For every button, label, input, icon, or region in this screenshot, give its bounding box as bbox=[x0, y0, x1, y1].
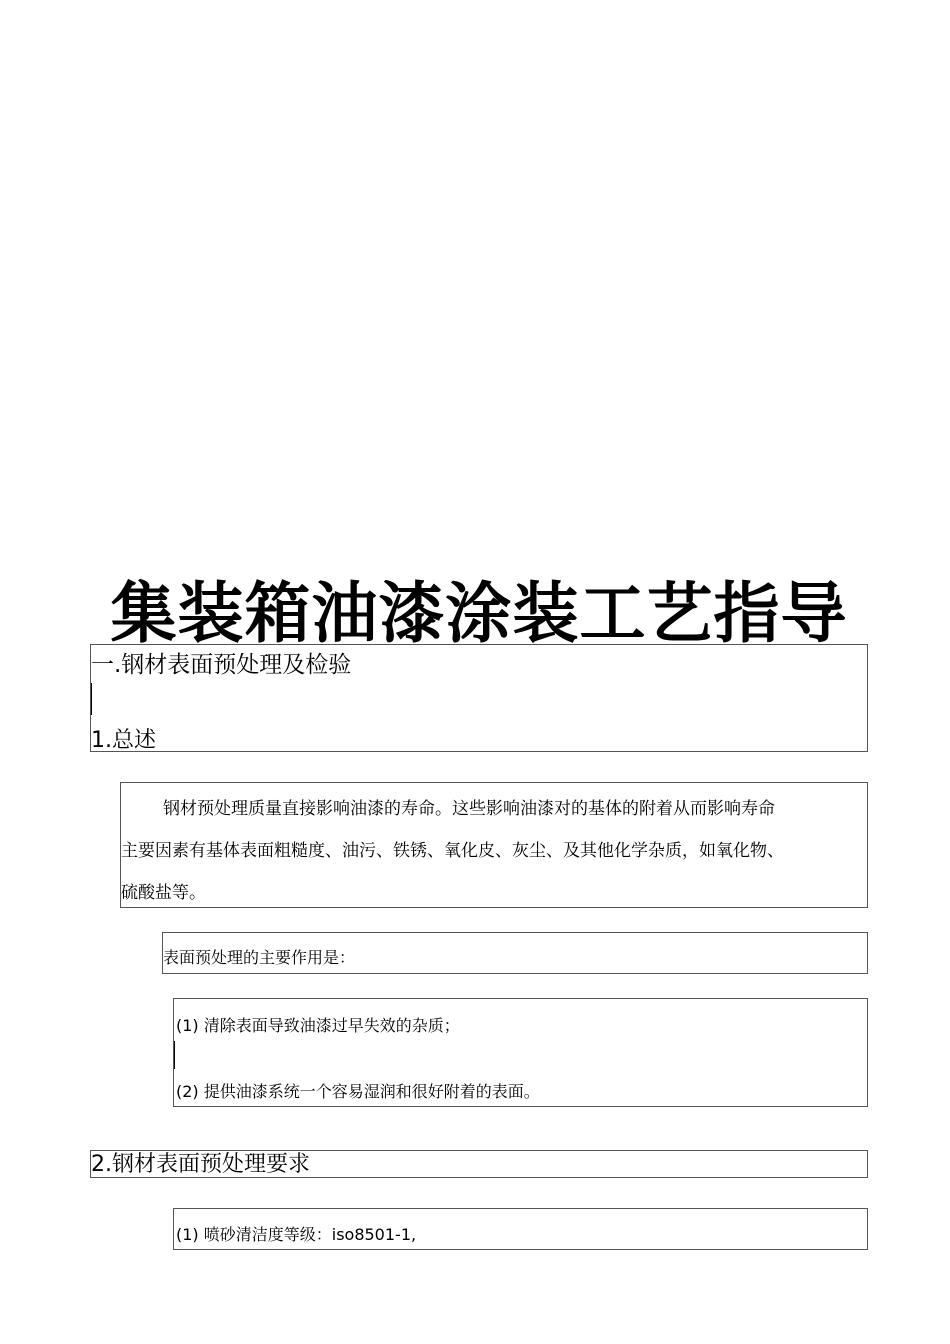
left-edge-marker bbox=[174, 1041, 175, 1069]
overview-paragraph-line-2: 主要因素有基体表面粗糙度、油污、铁锈、氧化皮、灰尘、及其他化学杂质，如氧化物、 bbox=[121, 841, 784, 861]
purpose-item-1: (1) 清除表面导致油漆过早失效的杂质； bbox=[176, 1016, 460, 1035]
section-1-subheading: 1.总述 bbox=[91, 728, 156, 753]
overview-paragraph-line-1: 钢材预处理质量直接影响油漆的寿命。这些影响油漆对的基体的附着从而影响寿命 bbox=[163, 799, 775, 819]
section-2-heading: 2.钢材表面预处理要求 bbox=[91, 1152, 310, 1177]
document-title: 集装箱油漆涂装工艺指导 bbox=[110, 575, 848, 652]
overview-paragraph-line-3: 硫酸盐等。 bbox=[121, 883, 206, 903]
blasting-grade-item: (1) 喷砂清洁度等级：iso8501-1, bbox=[176, 1225, 417, 1244]
purpose-item-2: (2) 提供油漆系统一个容易湿润和很好附着的表面。 bbox=[176, 1082, 540, 1101]
purpose-intro-text: 表面预处理的主要作用是： bbox=[163, 948, 356, 967]
section-1-heading: 一.钢材表面预处理及检验 bbox=[91, 652, 352, 678]
left-edge-marker bbox=[91, 683, 92, 715]
